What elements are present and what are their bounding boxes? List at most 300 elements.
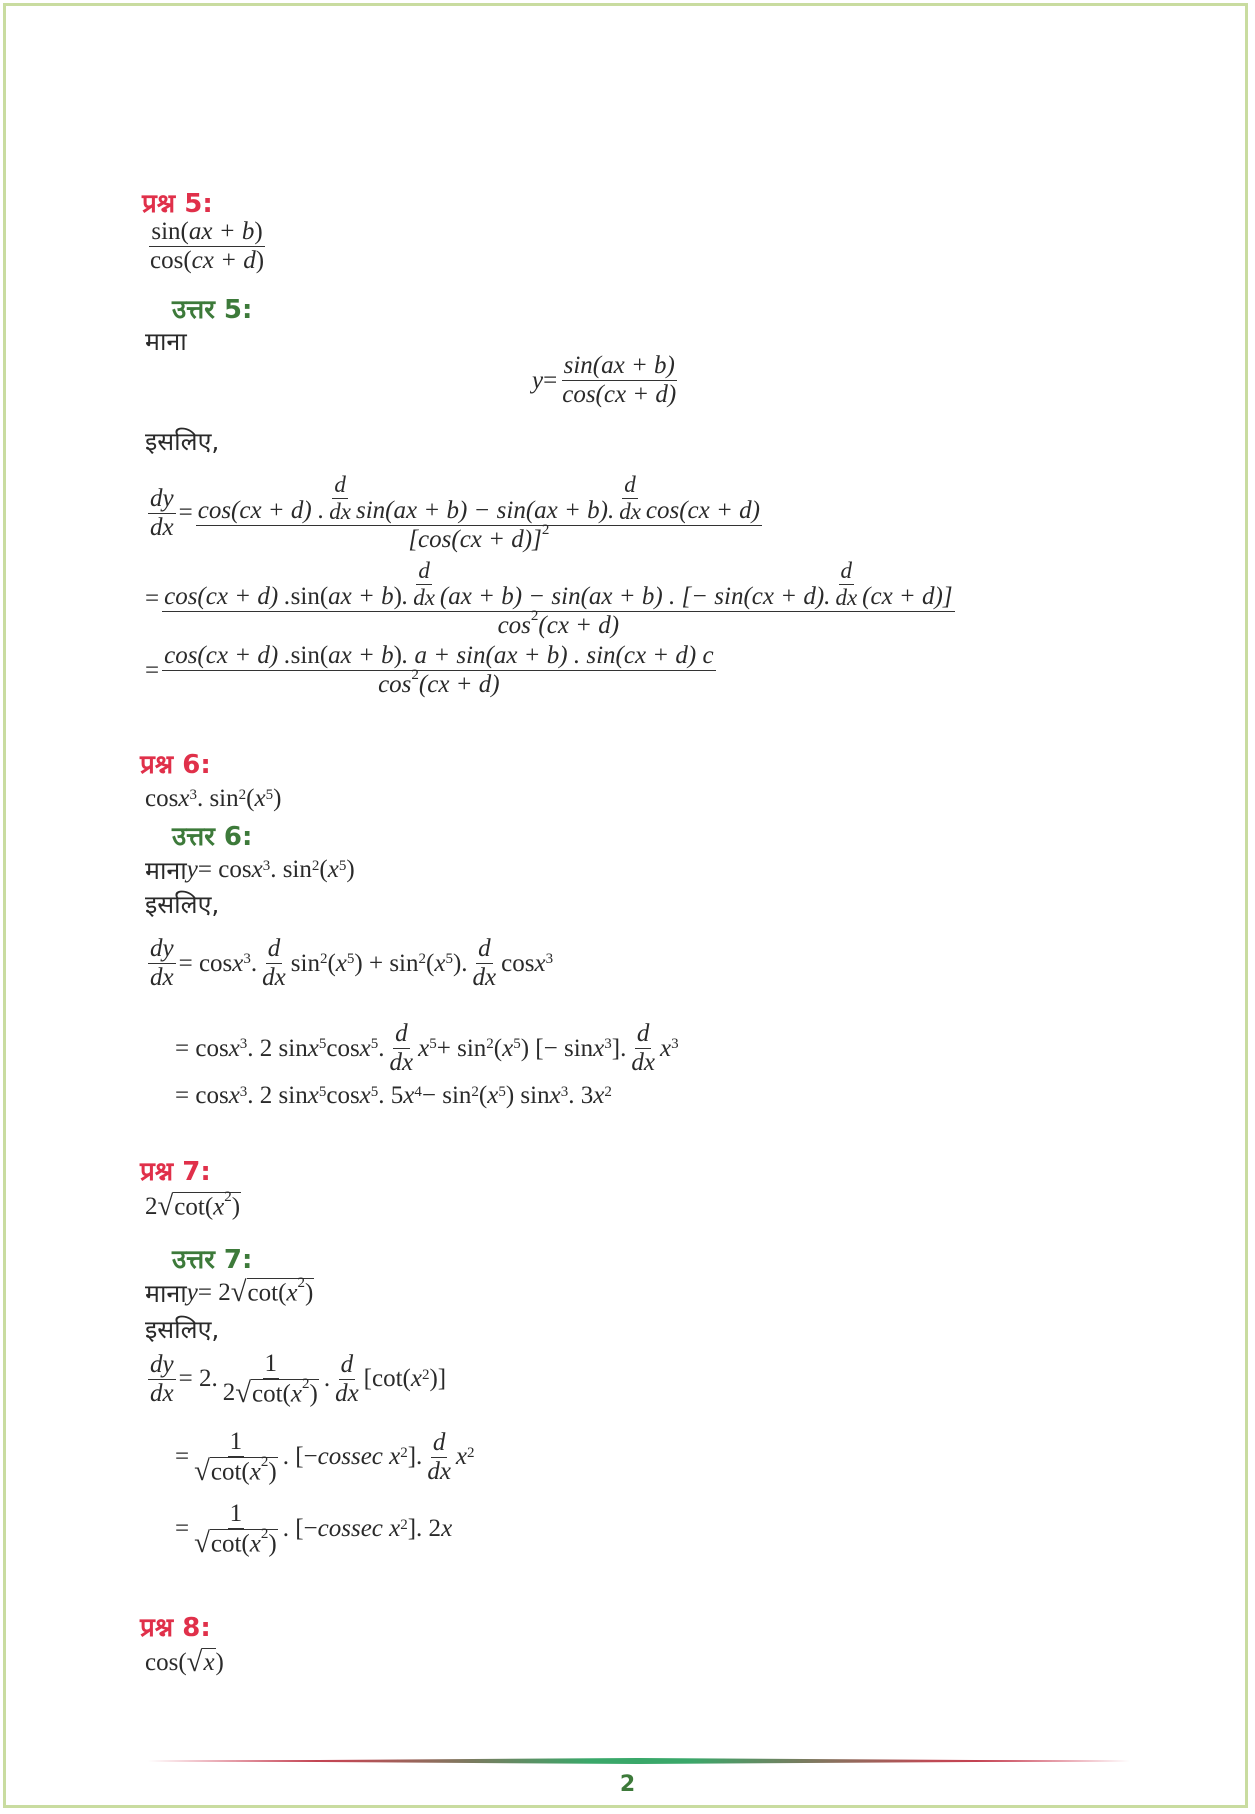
math-term: . a + sin(ax + b) . sin(cx + d) c: [401, 642, 714, 669]
superscript: 5: [318, 1083, 327, 1100]
fraction-numerator: [431, 1429, 448, 1458]
math-text: . 2 sin: [247, 1082, 308, 1109]
math-text: .: [323, 1365, 331, 1393]
superscript: 2: [411, 667, 419, 683]
math-line: [145, 472, 765, 554]
fraction-denominator: [221, 1376, 321, 1409]
math-term: [cos(cx + d)]: [408, 526, 542, 553]
math-term: (cx + d)]: [862, 583, 953, 610]
math-term: x: [327, 856, 339, 883]
fraction-denominator: [833, 585, 859, 611]
fraction-numerator: [228, 1500, 245, 1529]
math-text: .: [250, 949, 258, 977]
fraction-numerator: [416, 558, 432, 585]
math-term: x: [410, 1365, 422, 1393]
square-root: [235, 1376, 319, 1409]
superscript: 4: [414, 1083, 422, 1100]
fraction-denominator: [333, 1380, 361, 1408]
math-text: (: [478, 1082, 488, 1109]
answer-heading: उत्तर 5:: [172, 295, 253, 325]
math-term: x: [307, 1034, 319, 1062]
math-term: cos: [378, 671, 412, 698]
math-text: cot(: [210, 1530, 250, 1558]
math-text: =: [145, 656, 160, 684]
fraction-denominator: [148, 964, 176, 992]
radical-icon: √: [157, 1190, 174, 1222]
math-term: sin(ax + b): [563, 352, 675, 379]
math-text: ): [273, 785, 282, 812]
math-term: dx: [150, 513, 174, 541]
superscript: 2: [224, 1189, 232, 1205]
fraction-denominator: [376, 667, 502, 699]
math-term: ax + b: [328, 583, 394, 610]
fraction: [333, 1351, 361, 1408]
superscript: 3: [545, 951, 554, 967]
math-term: dy: [150, 1350, 174, 1378]
math-term: x: [502, 1034, 514, 1062]
fraction-denominator: [496, 608, 622, 640]
math-term: x: [359, 1034, 371, 1062]
math-term: (ax + b) − sin(ax + b) . [− sin(cx + d).: [439, 583, 831, 610]
math-term: x: [232, 949, 244, 977]
math-term: x: [290, 1380, 302, 1408]
superscript: 2: [319, 951, 328, 967]
math-term: cossec x: [317, 1515, 401, 1543]
fraction-denominator: [560, 381, 678, 409]
superscript: 5: [370, 1036, 379, 1052]
fraction-denominator: [148, 247, 266, 275]
math-term: cos(cx + d): [645, 497, 760, 524]
math-text: . sin: [270, 856, 312, 883]
math-text: . [−: [282, 1515, 318, 1543]
fraction: [221, 1350, 321, 1408]
superscript: 5: [346, 951, 355, 967]
math-text: ): [255, 247, 265, 274]
fraction-numerator: [266, 935, 283, 964]
math-line: [175, 1082, 612, 1110]
fraction-numerator: [622, 472, 638, 499]
math-text: . 2 sin: [247, 1034, 308, 1062]
fraction-numerator: [148, 935, 176, 964]
math-term: dy: [150, 484, 174, 512]
math-term: x: [251, 856, 263, 883]
fraction-denominator: [617, 499, 643, 525]
math-text: )]: [429, 1365, 447, 1393]
math-term: ax + b: [188, 218, 255, 245]
math-text: =: [175, 1443, 190, 1471]
math-text: = cos: [175, 1034, 229, 1062]
math-term: (cx + d): [538, 612, 620, 639]
math-text: sin(: [290, 642, 329, 669]
fraction: [196, 472, 762, 554]
math-text: ): [346, 856, 355, 883]
fraction: [327, 472, 353, 525]
math-text: =: [145, 585, 160, 612]
math-line: [175, 1020, 679, 1077]
math-term: (cx + d): [418, 671, 500, 698]
math-text: ): [393, 583, 402, 610]
fraction-numerator: [149, 218, 264, 247]
math-text: cot(: [247, 1279, 287, 1307]
fraction-numerator: [148, 1351, 176, 1380]
math-term: x: [359, 1082, 371, 1109]
math-term: dx: [427, 1457, 451, 1485]
fraction: [192, 1500, 280, 1558]
math-term: dx: [631, 1049, 655, 1076]
math-line: [145, 785, 281, 813]
math-term: x: [455, 1443, 468, 1471]
fraction-denominator: [148, 514, 176, 542]
math-term: dx: [262, 964, 286, 991]
fraction: [629, 1020, 657, 1077]
question-heading: प्रश्न 5:: [142, 189, 213, 219]
math-text: =: [178, 499, 193, 526]
fraction: [148, 218, 266, 275]
fraction-numerator: [332, 472, 348, 499]
math-text: =: [175, 1515, 190, 1543]
hindi-text: इसलिए,: [145, 1315, 220, 1344]
fraction-numerator: [562, 352, 677, 381]
math-term: cos: [497, 612, 531, 639]
superscript: 2: [418, 951, 426, 967]
fraction-denominator: [192, 1526, 280, 1559]
math-line: [145, 853, 355, 887]
fraction: [425, 1429, 453, 1486]
fraction: [471, 935, 499, 992]
fraction-numerator: [635, 1020, 652, 1049]
math-term: x: [286, 1279, 298, 1307]
math-term: x: [228, 1034, 240, 1062]
radical-icon: √: [235, 1377, 251, 1409]
radical-icon: √: [194, 1455, 210, 1487]
math-line: [145, 1350, 446, 1408]
question-heading: प्रश्न 6:: [140, 750, 211, 780]
math-term: ax + b: [328, 642, 394, 669]
math-term: y: [186, 1279, 198, 1306]
fraction-denominator: [411, 585, 437, 611]
fraction-denominator: [327, 499, 353, 525]
superscript: 5: [429, 1036, 437, 1052]
math-term: x: [307, 1082, 319, 1109]
superscript: 2: [467, 1444, 475, 1461]
math-term: d: [478, 935, 491, 962]
math-term: x: [403, 1082, 415, 1109]
fraction: [162, 642, 716, 699]
math-text: ): [268, 1458, 277, 1486]
math-term: dx: [472, 964, 497, 991]
math-text: = cos: [175, 1082, 229, 1109]
math-text: ].: [407, 1443, 423, 1471]
math-text: ).: [452, 949, 468, 977]
superscript: 3: [239, 1083, 248, 1100]
math-text: 1: [229, 1500, 243, 1527]
superscript: 5: [265, 786, 274, 803]
math-text: . [−: [282, 1443, 318, 1471]
math-term: d: [636, 1020, 650, 1047]
fraction: [192, 1428, 280, 1486]
math-text: 2: [145, 1192, 158, 1220]
fraction: [411, 558, 437, 611]
fraction-numerator: [263, 1350, 280, 1379]
math-text: (: [493, 1034, 503, 1062]
fraction: [560, 352, 678, 409]
math-text: =: [543, 366, 558, 394]
superscript: 2: [297, 1275, 306, 1292]
math-text: ) [− sin: [520, 1034, 594, 1062]
math-term: x: [335, 949, 347, 977]
math-text: cos(: [145, 1648, 187, 1676]
math-text: (: [319, 856, 328, 883]
superscript: 2: [604, 1083, 612, 1100]
page-number: 2: [619, 1772, 636, 1797]
fraction-numerator: [148, 485, 176, 514]
math-line: [145, 642, 719, 699]
math-text: .: [378, 1034, 385, 1062]
fraction-numerator: [162, 642, 716, 671]
hindi-text: माना: [145, 856, 187, 885]
radicand: [251, 1376, 319, 1408]
fraction-numerator: [339, 1351, 356, 1380]
math-term: y: [532, 366, 544, 394]
math-term: x: [593, 1034, 605, 1062]
math-term: d: [267, 935, 281, 962]
math-text: (: [426, 949, 435, 977]
math-text: . 3: [568, 1082, 594, 1109]
math-term: x: [659, 1034, 672, 1062]
math-term: dx: [150, 964, 174, 991]
square-root: [194, 1526, 278, 1559]
fraction: [388, 1020, 416, 1077]
superscript: 3: [671, 1036, 679, 1052]
fraction-numerator: [228, 1428, 245, 1457]
math-text: sin(: [151, 218, 189, 245]
math-text: ): [231, 1193, 241, 1221]
math-term: x: [228, 1082, 240, 1109]
radicand: [173, 1189, 241, 1221]
fraction: [148, 935, 176, 992]
superscript: 5: [513, 1036, 521, 1052]
hindi-text: इसलिए,: [145, 890, 220, 919]
answer-heading: उत्तर 7:: [172, 1245, 253, 1275]
math-term: d: [624, 472, 636, 497]
math-text: ): [268, 1530, 277, 1558]
math-text: ) + sin: [354, 949, 419, 977]
math-line: [175, 1500, 452, 1558]
math-term: x: [203, 1649, 215, 1676]
hindi-text: इसलिए,: [145, 427, 220, 456]
math-text: (: [246, 785, 255, 812]
math-text: ) sin: [505, 1082, 550, 1109]
math-text: = cos: [178, 949, 233, 977]
math-line: [532, 352, 681, 409]
superscript: 2: [311, 857, 320, 874]
radical-icon: √: [230, 1276, 247, 1309]
fraction: [148, 1351, 176, 1408]
math-text: cos: [501, 949, 535, 977]
math-term: x: [434, 949, 446, 977]
math-text: 1: [264, 1350, 278, 1377]
math-text: ): [309, 1380, 318, 1408]
fraction-denominator: [406, 522, 551, 554]
math-text: = 2: [197, 1279, 231, 1306]
radicand: [210, 1526, 278, 1558]
math-term: cx + d: [191, 247, 256, 274]
math-text: . sin: [196, 785, 239, 812]
question-heading: प्रश्न 8:: [140, 1613, 211, 1643]
math-text: ].: [611, 1034, 627, 1062]
superscript: 2: [421, 1366, 430, 1383]
math-term: cos(cx + d) .: [164, 642, 291, 669]
math-text: sin(: [290, 583, 329, 610]
superscript: 3: [243, 951, 251, 967]
math-line: [175, 1428, 475, 1486]
fraction-denominator: [425, 1458, 453, 1486]
math-text: cos: [145, 785, 179, 812]
math-text: − sin: [421, 1082, 472, 1109]
math-term: dy: [150, 935, 174, 962]
square-root: [157, 1189, 242, 1222]
radicand: [247, 1275, 315, 1307]
fraction: [260, 935, 288, 992]
math-text: ): [254, 218, 263, 245]
math-text: ): [393, 642, 402, 669]
math-term: dx: [619, 499, 641, 524]
math-term: d: [840, 558, 853, 583]
superscript: 5: [445, 951, 453, 967]
radicand: [210, 1454, 278, 1486]
math-line: [145, 218, 269, 275]
math-term: cos(cx + d): [562, 381, 677, 408]
math-term: x: [418, 1034, 430, 1062]
math-line: [145, 558, 958, 640]
math-term: dx: [335, 1379, 359, 1407]
math-term: d: [432, 1428, 446, 1456]
math-term: d: [340, 1350, 354, 1378]
fraction-numerator: [162, 558, 955, 612]
math-text: cos: [326, 1034, 360, 1062]
fraction-denominator: [260, 964, 288, 992]
superscript: 5: [370, 1083, 379, 1100]
math-text: (: [327, 949, 336, 977]
math-term: dx: [150, 1379, 174, 1407]
math-line: [145, 1276, 314, 1310]
math-text: 2: [222, 1379, 236, 1406]
math-term: x: [249, 1530, 261, 1558]
radicand: [202, 1648, 215, 1677]
math-text: + sin: [436, 1034, 487, 1062]
superscript: 2: [541, 522, 550, 538]
square-root: [230, 1275, 315, 1309]
superscript: 2: [400, 1444, 408, 1461]
hindi-text: माना: [145, 327, 187, 356]
superscript: 3: [262, 857, 271, 874]
radical-icon: √: [186, 1646, 203, 1678]
math-term: x: [534, 949, 546, 977]
math-term: .: [401, 583, 409, 610]
math-term: x: [178, 785, 190, 812]
fraction: [162, 558, 955, 640]
superscript: 2: [260, 1454, 269, 1470]
math-line: [145, 1189, 241, 1222]
superscript: 2: [238, 786, 247, 803]
fraction-numerator: [393, 1020, 410, 1049]
question-heading: प्रश्न 7:: [140, 1157, 211, 1187]
math-term: x: [441, 1515, 453, 1543]
math-term: x: [593, 1082, 605, 1109]
superscript: 2: [530, 608, 539, 624]
superscript: 2: [471, 1083, 479, 1100]
math-text: cos: [326, 1082, 360, 1109]
math-text: cot(: [174, 1193, 214, 1221]
superscript: 3: [604, 1036, 612, 1052]
superscript: 3: [560, 1083, 569, 1100]
math-text: = 2.: [178, 1365, 218, 1393]
superscript: 2: [301, 1376, 310, 1392]
fraction-denominator: [192, 1454, 280, 1487]
math-term: d: [418, 558, 430, 583]
math-text: ): [215, 1648, 224, 1676]
superscript: 5: [338, 857, 347, 874]
math-term: x: [254, 785, 266, 812]
math-term: x: [549, 1082, 561, 1109]
fraction: [148, 485, 176, 542]
fraction-denominator: [629, 1049, 657, 1077]
fraction: [617, 472, 643, 525]
radical-icon: √: [194, 1527, 210, 1559]
superscript: 5: [318, 1036, 327, 1052]
math-line: [145, 935, 553, 992]
math-text: sin: [290, 949, 320, 977]
math-text: cot(: [210, 1458, 250, 1486]
math-term: dx: [413, 585, 435, 610]
answer-heading: उत्तर 6:: [172, 822, 253, 852]
math-term: d: [334, 472, 346, 497]
math-text: cos(: [150, 247, 192, 274]
fraction: [833, 558, 859, 611]
fraction-numerator: [839, 558, 855, 585]
math-term: dx: [835, 585, 858, 610]
superscript: 2: [486, 1036, 494, 1052]
superscript: 2: [260, 1526, 269, 1542]
math-term: cos(cx + d) .: [197, 497, 325, 524]
math-text: 1: [229, 1428, 243, 1455]
fraction-numerator: [476, 935, 493, 964]
math-term: x: [213, 1193, 225, 1221]
math-text: = cos: [197, 856, 252, 883]
math-text: [cot(: [363, 1365, 411, 1393]
hindi-text: माना: [145, 1279, 187, 1308]
superscript: 3: [189, 786, 197, 803]
math-term: dx: [389, 1049, 414, 1076]
superscript: 2: [400, 1516, 408, 1533]
fraction-numerator: [196, 472, 762, 526]
math-term: cos(cx + d) .: [164, 583, 291, 610]
math-text: ): [305, 1279, 314, 1307]
fraction-denominator: [388, 1049, 416, 1077]
math-term: y: [186, 856, 198, 883]
math-text: . 5: [378, 1082, 404, 1109]
math-text: ]. 2: [407, 1515, 442, 1543]
math-term: d: [395, 1020, 408, 1047]
math-line: [145, 1648, 224, 1677]
square-root: [187, 1648, 216, 1677]
fraction-denominator: [471, 964, 499, 992]
superscript: 3: [239, 1036, 248, 1052]
math-text: cot(: [252, 1380, 291, 1408]
math-term: x: [249, 1458, 261, 1486]
square-root: [194, 1454, 278, 1487]
fraction-denominator: [148, 1380, 176, 1408]
